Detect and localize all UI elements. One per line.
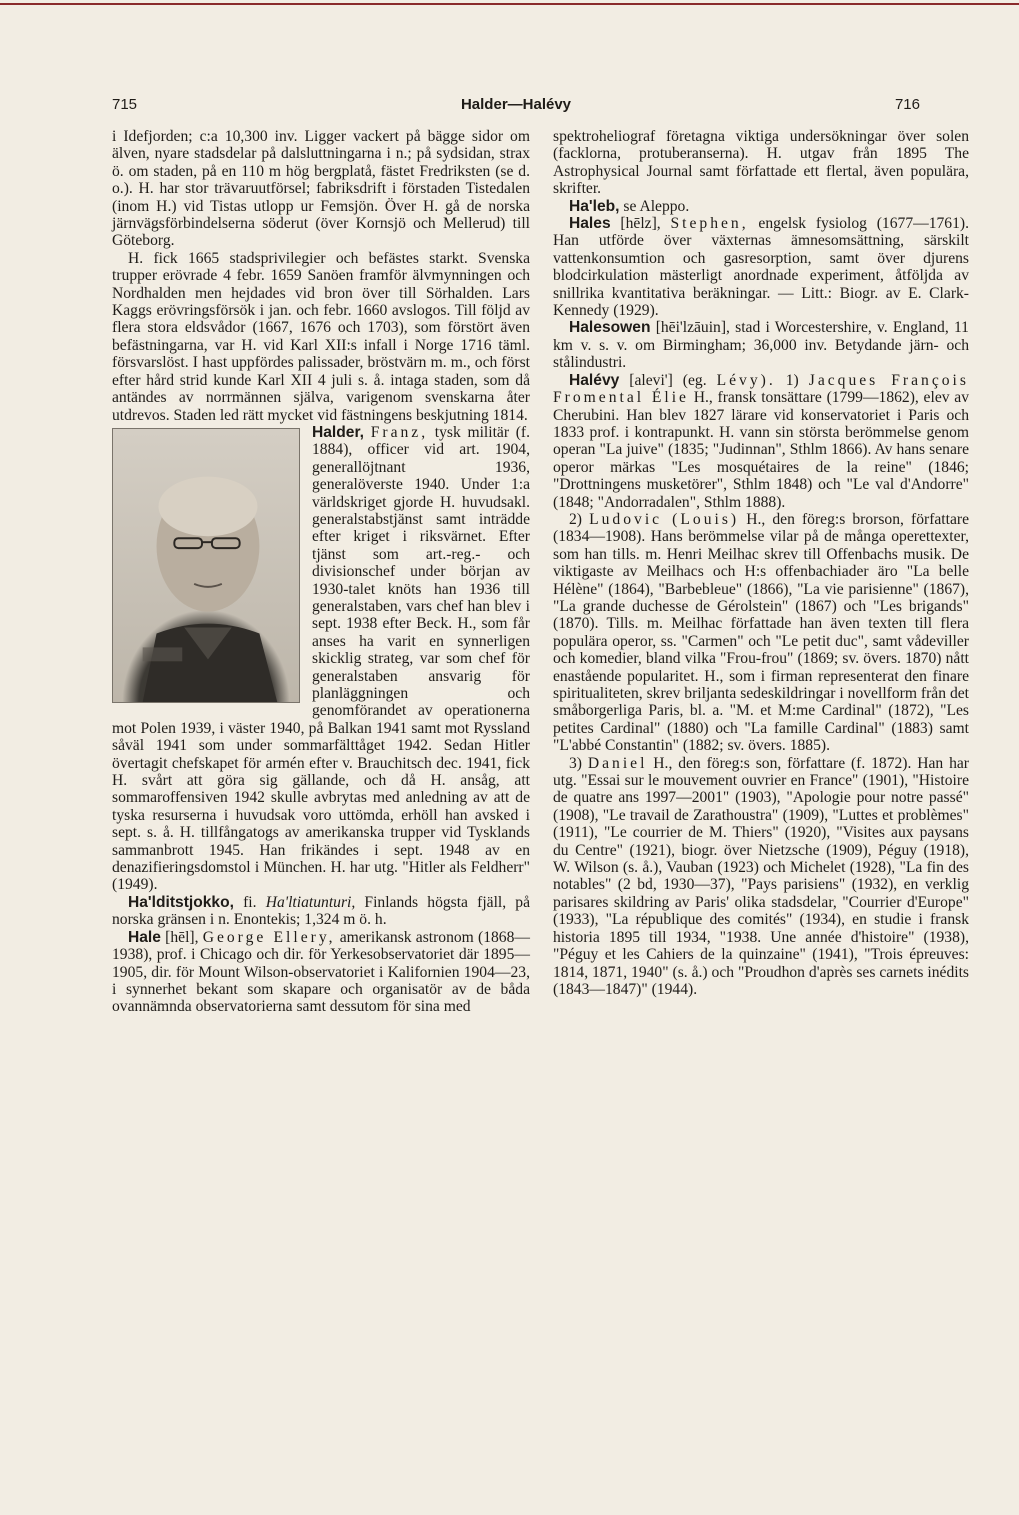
entry-hales xyxy=(553,215,969,319)
entry-haleb xyxy=(553,198,969,215)
halditstjokko-finnish-name: Ha'ltiatunturi, xyxy=(265,893,356,911)
entry-daniel xyxy=(553,755,969,999)
headword-halesowen: Halesowen xyxy=(569,319,651,337)
page-header xyxy=(112,96,920,120)
hale-given-name: George Ellery, xyxy=(202,928,336,946)
entry-ludovic xyxy=(553,511,969,755)
daniel-text: H., den föreg:s son, författare (f. 1872). Han har utg. "Essai sur le mouvement ouvrier en France" (1901), "Histoire de quatre ans 1997—2001" (1903), "Apologie pour notre passé" (1908), "Le travail de Zarathoustra" (1909), "Luttes et problèmes" (1911), "Le courrier de M. Thiers" (1920), "Visites aux paysans du Centre" (1921), biogr. över Nietzsche (1909), Péguy (1918), W. Wilson (s. å.), Vauban (1923) och Michelet (1928), "La fin des notables" (2 bd, 1930—37), "Pays parisiens" (1932), en verklig parisares skildring av Paris' olika stadsdelar, "Courrier d'Europe" (1933), "La république des comités" (1934), en studie i fransk historia 1895 till 1934, "1938. Une année d'histoire" (1938), "Péguy et les Cahiers de la quinzaine" (1941), "Trois épreuves: 1814, 1871, 1940" (s. å.) och "Proudhon d'après ses carnets inédits (1843—1847)" (1944). xyxy=(553,754,969,998)
daniel-number: 3) xyxy=(569,754,582,772)
halder-text: tysk militär (f. 1884), officer vid art. 1904, generallöjtnant 1936, generalöverste 1940. Under 1:a världskriget gjorde H. huvudsakl. generalstabstjänst samt inträdde efter kriget i riksvärnet. Efter tjänst som art.-reg.- och divisionschef under början av 1930-talet knöts han 1936 till generalstaben, vars chef han blev i sept. 1938 efter Beck. H., som får anses ha varit en synnerligen skicklig strateg, var som chef för generalstaben ansvarig för planläggningen och genomförandet av operationerna mot Polen 1939, i väster 1940, på Balkan 1941 samt mot Ryssland såväl 1941 som under sommarfälttåget 1942. Sedan Hitler övertagit chefskapet för armén efter v. Brauchitsch dec. 1941, fick H. svårt att göra sig gällande, och då H. ansåg, att sommaroffensiven 1942 skulle avbrytas med anledning av att de tyska resurserna i huvudsak voro uttömda, erhöll han avsked i sept. s. å. H. tillfångatogs av amerikanska trupper vid Tysklands sammanbrott 1945. Han frikändes i sept. 1948 av en denazifieringsdomstol i München. H. har utg. "Hitler als Feldherr" (1949). xyxy=(112,423,531,894)
hale-pronunciation: [hēl], xyxy=(165,928,199,946)
hale-continuation: spektroheliograf företagna viktiga undersökningar över solen (facklorna, protuberanserna). H. utgav från 1895 The Astrophysical Journal samt författade ett flertal, även populära, skrifter. xyxy=(553,128,969,198)
left-column xyxy=(112,128,530,1016)
ludovic-text: H., den föreg:s brorson, författare (1834—1908). Hans berömmelse vilar på de många operettexter, som han tills. m. Henri Meilhac skrev till Offenbachs musik. De viktigaste av Meilhacs och H:s offenbachiader äro "La belle Hélène" (1864), "Barbebleue" (1866), "La vie parisienne" (1867), "La grande duchesse de Gérolstein" (1867) och "Les brigands" (1870). Tills. m. Meilhac författade han även texten till flera populära operor, ss. "Carmen" och "Le petit duc", samt vådeviller och komedier, bland vilka "Frou-frou" (1869; sv. övers. 1870) nått enastående popularitet. H., som i firman representerat den finare spiritualiteten, skrev briljanta sedeskildringar i novellform från det småborgerliga Paris, bl. a. "M. et M:me Cardinal" (1872), "Les petites Cardinal" (1880) och "La famille Cardinal" (1883) samt "L'abbé Constantin" (1882; sv. övers. 1885). xyxy=(553,510,970,755)
headword-hales: Hales xyxy=(569,215,611,233)
ludovic-number: 2) xyxy=(569,510,582,528)
entry-hale xyxy=(112,929,530,1016)
halder-given-name: Franz, xyxy=(370,423,429,441)
halevy-number-1: 1) xyxy=(785,371,799,389)
top-rule xyxy=(0,3,1019,5)
halevy-jacques-text: H., fransk tonsättare (1799—1862), elev av Cherubini. Han blev 1827 lärare vid konservatoriet i Paris och 1833 prof. i kontrapunkt. H. vann sin största berömmelse genom operan "La juive" (1835; "Judinnan", Sthlm 1866). Av hans senare operor märkas "Les mosquétaires de la reine" (1846; "Drottningens musketörer", Sthlm 1848) och "Le val d'Andorre" (1848; "Andorradalen", Sthlm 1888). xyxy=(553,389,969,511)
entry-halesowen xyxy=(553,319,969,371)
headword-haleb: Ha'leb, xyxy=(569,197,620,215)
hales-given-name: Stephen, xyxy=(670,215,749,233)
entry-halevy xyxy=(553,372,969,511)
right-column xyxy=(553,128,969,998)
ludovic-name: Ludovic (Louis) xyxy=(589,510,740,528)
headword-halder: Halder, xyxy=(312,423,365,441)
headword-halevy: Halévy xyxy=(569,371,620,389)
halesowen-text: [hēi'lzāuin], stad i Worcestershire, v. England, 11 km v. s. v. om Birmingham; 36,000 inv. Betydande järn- och stålindustri. xyxy=(553,319,969,372)
page-number-right: 716 xyxy=(894,96,920,113)
hale-text: amerikansk astronom (1868—1938), prof. i Chicago och dir. för Yerkesobservatoriet där 1895—1905, dir. för Mount Wilson-observatoriet i Kalifornien 1904—23, i synnerhet bekant som skapare och organisatör av de båda ovannämnda observatorierna samt dessutom för sina med xyxy=(112,928,530,1016)
running-title: Halder—Halévy xyxy=(460,96,572,113)
halditstjokko-lang: fi. xyxy=(243,893,257,911)
page-number-left: 715 xyxy=(112,96,138,113)
entry-halder xyxy=(112,424,530,894)
portrait-photo xyxy=(112,428,300,703)
portrait-drawing xyxy=(113,429,299,702)
entry-halditstjokko xyxy=(112,894,530,929)
halevy-pronunciation: [alevi'] (eg. xyxy=(629,371,707,389)
fredrikshald-paragraph: i Idefjorden; c:a 10,300 inv. Ligger vackert på bägge sidor om älven, nyare stadsdelar på dalsluttningarna i n.; på sydsidan, strax ö. om staden, på en 110 m hög bergplatå, fästet Fredriksten (se d. o.). H. har stor trävaruutförsel; fabriksdrift i förstaden Tistedalen (inom H.) vid Tistas utlopp ur Femsjön. Över H. gå de norska järnvägsförbindelserna söderut (över Kornsjö och Mellerud) till Göteborg. xyxy=(112,128,530,250)
headword-halditstjokko: Ha'lditstjokko, xyxy=(128,893,234,911)
headword-hale: Hale xyxy=(128,928,161,946)
daniel-name: Daniel xyxy=(587,754,648,772)
hales-pronunciation: [hēlz], xyxy=(620,215,661,233)
halditstjokko-text: Finlands högsta fjäll, på norska gränsen i n. Enontekis; 1,324 m ö. h. xyxy=(112,893,531,929)
halevy-original-name: Lévy). xyxy=(716,371,776,389)
history-paragraph: H. fick 1665 stadsprivilegier och befästes starkt. Svenska trupper erövrade 4 febr. 1659 Sanöen framför älvmynningen och Nordhalden men hejdades vid bron över till Sörhalden. Lars Kaggs erövringsförsök i jan. och febr. 1660 avslogos. Till följd av flera stora eldsvådor (1667, 1676 och 1703), som förstört även befästningarna, var H. vid Karl XII:s infall i Norge 1716 täml. försvarslöst. I hast uppfördes palissader, bröstvärn m. m., och först efter hård strid kunde Karl XII 4 juli s. å. intaga staden, som då antändes av norrmännen själva, varigenom svenskarna åter utdrevos. Staden led rätt mycket vid fästningens beskjutning 1814. xyxy=(112,249,530,424)
hales-text: engelsk fysiolog (1677—1761). Han utförde över växternas ämnesomsättning, särskilt vattenkonsumtion och gasresorption, samt över djurens blodcirkulation mästerligt anordnade experiment, åtföljda av snillrika kvantitativa beräkningar. — Litt.: Biogr. av E. Clark-Kennedy (1929). xyxy=(553,215,969,320)
haleb-text: se Aleppo. xyxy=(623,197,690,215)
halevy-jacques-name: Jacques François Fromental Élie xyxy=(553,371,969,407)
